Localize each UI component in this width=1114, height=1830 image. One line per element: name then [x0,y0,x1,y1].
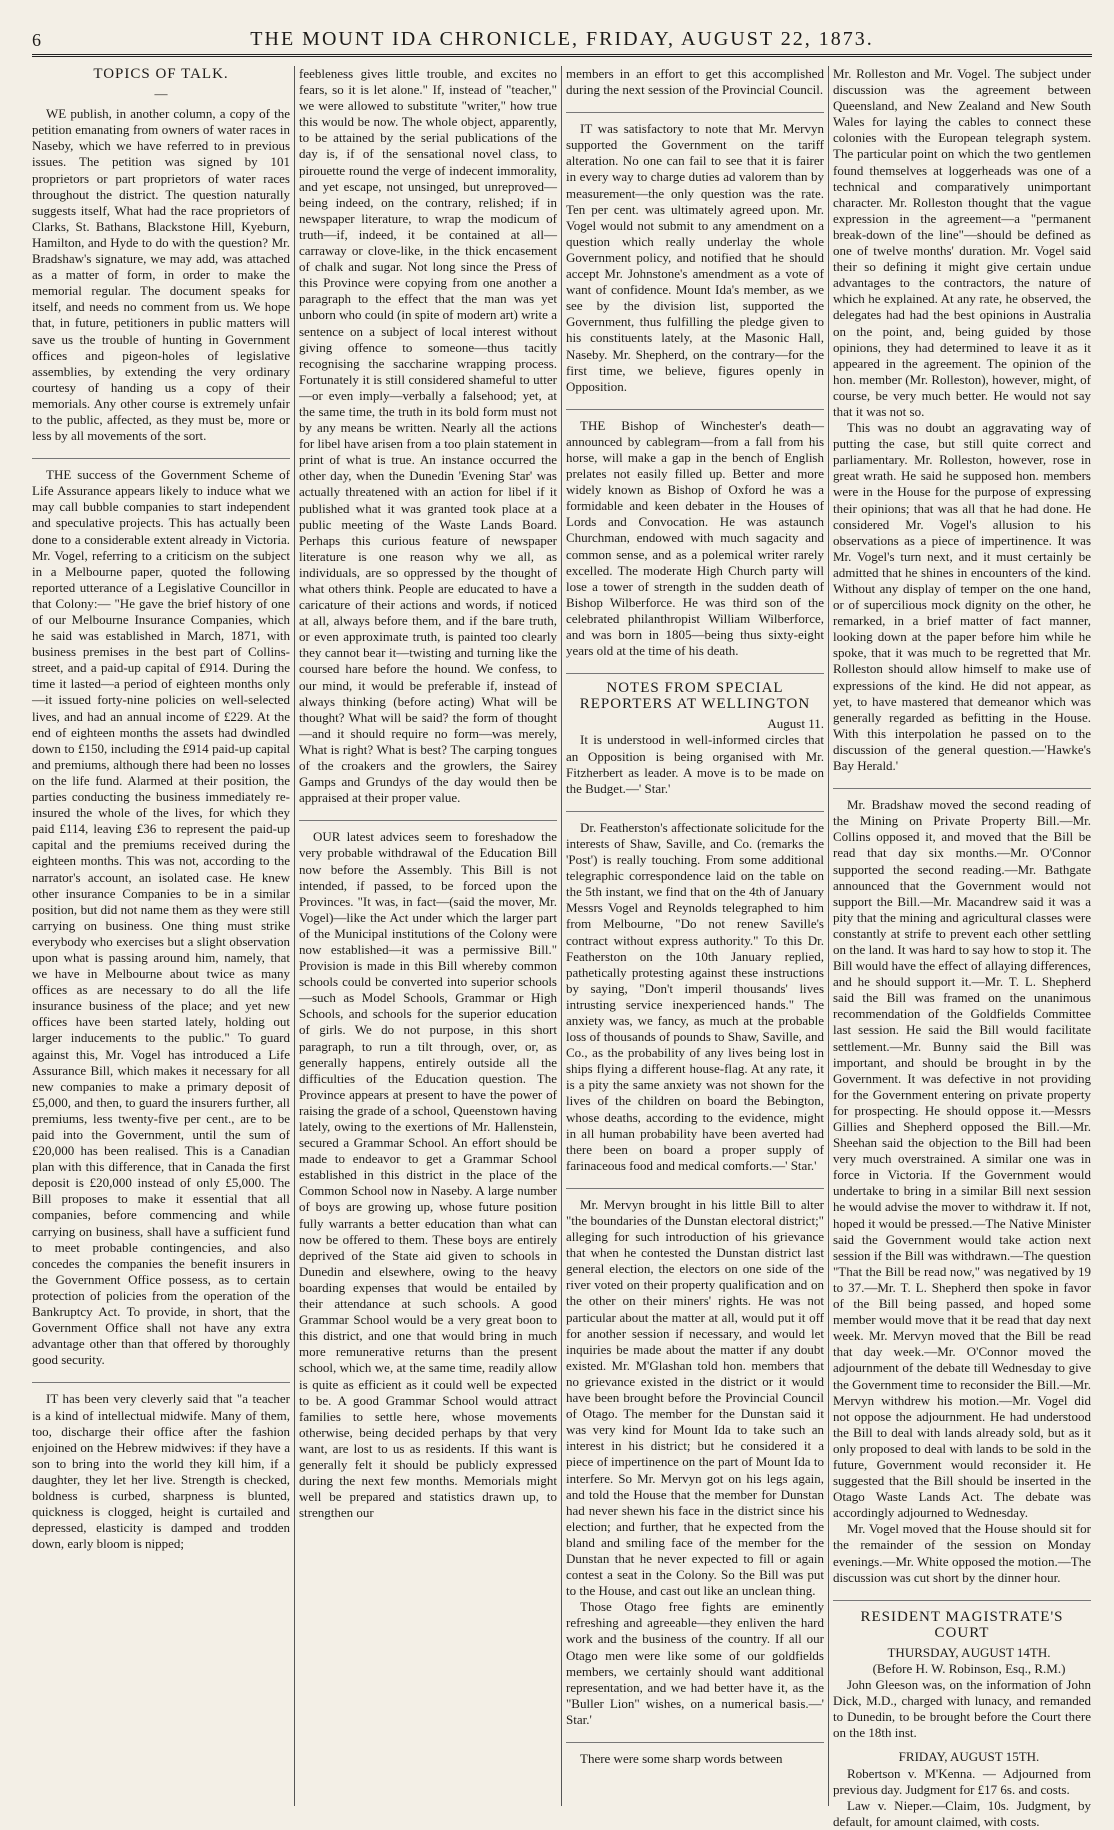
court-date-thursday: THURSDAY, AUGUST 14TH. [887,1644,1051,1660]
column-rule [561,66,562,1806]
paragraph-teacher: IT has been very cleverly said that "a teacher is a kind of intellectual midwife. Many of them, too, discharge their office after the fashion enjoined on the Hebrew midwives: if they have a son to bring into the world they kill him, if a daughter, they let her live. Strength is checked, boldness is curbed, sharpness is blunted, quickness is clogged, height is curtailed and depressed, elasticity is damped and trodden down, early bloom is nipped; [32,1382,290,1552]
section-wellington [566,673,824,797]
paragraph-gleeson: John Gleeson was, on the information of John Dick, M.D., charged with lunacy, and remanded to Dunedin, to be brought before the Court there on the 18th inst. [833,1677,1091,1741]
section-heading-wellington: NOTES FROM SPECIAL REPORTERS AT WELLINGTON [579,680,811,713]
column-rule [294,66,295,1806]
article-columns [32,66,1092,1829]
column-4 [833,66,1091,1829]
paragraph-mervyn-bill: Mr. Mervyn brought in his little Bill to alter "the boundaries of the Dunstan electoral district;" alleging for such introduction of his grievance that when he contested the Dunstan district last general election, the electors on one side of the river voted on their property qualification and on the other on their miners' rights. He was not particular about the matter at all, would put it off for another session if necessary, and would let inquiries be made about the matter if any doubt existed. Mr. M'Glashan told hon. members that no grievance existed in the district or it would have been brought before the Provincial Council of Otago. The member for the Dunstan said it was very kind for Mount Ida to take such an interest in his district; but he considered it a piece of impertinence on the part of Mount Ida to interfere. So Mr. Mervyn got on his legs again, and told the House that the member for Dunstan had never shewn his face in the district since his election; and further, that he expected from the bland and smiling face of the member for the Dunstan that he never expected to fill or again contest a seat in the Colony. So the Bill was put to the House, and cast out like an unclean thing. [566,1188,824,1599]
paragraph-law-nieper: Law v. Nieper.—Claim, 10s. Judgment, by default, for amount claimed, with costs. [833,1797,1091,1829]
paragraph-mining-bill: Mr. Bradshaw moved the second reading of the Mining on Private Property Bill.—Mr. Collins opposed it, and moved that the Bill be read that day six months.—Mr. O'Connor supported the second reading.—Mr. Bathgate announced that the Government would not support the Bill.—Mr. Macandrew said it was a pity that the mining and agricultural classes were constantly at strife to prevent each other settling on the land. It was hard to say how to stop it. The Bill would have the effect of allaying differences, and he should support it.—Mr. T. L. Shepherd said the Bill was framed on the unanimous recommendation of the Goldfields Committee last session. He said the Bill would facilitate settlement.—Mr. Bunny said the Bill was important, and should be brought in by the Government. It was defective in not providing for the Government entering on private property for prospecting. He should oppose it.—Messrs Gillies and Shepherd opposed the Bill.—Mr. Sheehan said the objection to the Bill had been very much overstrained. A similar one was in force in Victoria. If the Government would undertake to bring in a similar Bill next session he would advise the mover to withdraw it. If not, hoped it would be pressed.—The Native Minister said the Government would take action next session if the Bill was withdrawn.—The question "That the Bill be read now," was negatived by 19 to 37.—Mr. T. L. Shepherd then spoke in favor of the Bill being passed, and hoped some member would move that it be read that day next week. Mr. Mervyn moved that the Bill be read that day week.—Mr. O'Connor moved the adjournment of the debate till Wednesday to give the Government time to reconsider the Bill.—Mr. Mervyn withdrew his motion.—Mr. Vogel did not oppose the adjournment. He had understood the Bill to deal with lands already sold, but as it only proposed to deal with lands to be sold in the future, Government would reconsider it. He suggested that the Bill should be inserted in the Otago Waste Lands Act. The debate was accordingly adjourned to Wednesday. [833,788,1091,1521]
paragraph-life-assurance: THE success of the Government Scheme of Life Assurance appears likely to induce what we may call bubble companies to start independent and speculative projects. This has actually been done to a considerable extent already in Victoria. Mr. Vogel, referring to a criticism on the subject in a Melbourne paper, quoted the following reported utterance of a Legislative Councillor in that Colony:— "He gave the brief history of one of our Melbourne Insurance Companies, which he said was established in March, 1871, with business premises in the best part of Collins-street, and a paid-up capital of £914. During the time it lasted—a period of eighteen months only—it issued forty-nine policies on well-selected lives, and had an annual income of £229. At the end of eighteen months the assets had dwindled down to £150, including the £914 paid-up capital and premiums, although there had been no losses on the life fund. Alarmed at their position, the parties conducting the business immediately re-insured the whole of the lives, for which they paid £114, leaving £36 to represent the paid-up capital and the premiums received during the eighteen months. This was not, according to the narrator's account, an isolated case. He knew other insurance Companies to be in a similar position, but did not name them as they were still carrying on business. One thing must strike everybody who exercises but a slight observation upon what is passing around him, namely, that we have in Melbourne about twice as many offices as are necessary to do all the life insurance business of the place; and yet new offices have been started lately, holding out larger inducements to the public." To guard against this, Mr. Vogel has introduced a Life Assurance Bill, which makes it necessary for all new companies to make a primary deposit of £5,000, and then, to guard the insurers further, all premiums, less twenty-five per cent., are to be paid into the Government, until the sum of £20,000 has been realised. This is a Canadian plan with this difference, that in Canada the first deposit is £20,000 instead of only £5,000. The Bill proposes to make it essential that all companies, before commencing and while carrying on business, shall have a sufficient fund to meet probable contingencies, and also concedes the companies the benefit insurers in the Government Office possess, as to certain protection of policies from the operation of the Bankruptcy Act. To provide, in short, that the Government Office shall not have any extra advantage other than that offered by thoroughly good security. [32,458,290,1368]
paragraph-cables: Mr. Rolleston and Mr. Vogel. The subject under discussion was the agreement between Queensland, and New Zealand and New South Wales for laying the cables to connect these colonies with the European telegraph system. The particular point on which the two gentlemen found themselves at loggerheads was one of a technical and comparatively unimportant character. Mr. Rolleston thought that the vague expression in the agreement—a "permanent break-down of the line"—should be defined as one of twelve months' duration. Mr. Vogel said their so defining it might give certain undue advantages to the contractors, the nature of which he explained. At any rate, he observed, the delegates had had the best opinions in Australia on the point, and, being guided by those opinions, they had determined to leave it as it appeared in the agreement. The opinion of the hon. member (Mr. Rolleston), however, might, of course, be very much better. He would not say that it was not so. [833,66,1091,419]
paragraph-petition: WE publish, in another column, a copy of the petition emanating from owners of water races in Naseby, which we have referred to in previous issues. The petition was signed by 101 proprietors or part proprietors of water races throughout the district. The question naturally suggests itself, What had the race proprietors of Clarks, St. Bathans, Blackstone Hill, Kyeburn, Hamilton, and Hyde to do with the question? Mr. Bradshaw's signature, we may add, was attached as a matter of form, in order to make the memorial regular. The document speaks for itself, and needs no comment from us. We hope that, in future, petitioners in public matters will save us the trouble of hunting in Government offices and pigeon-holes of legislative assemblies, by extending the very ordinary courtesy of handing us a copy of their memorials. Any other course is extremely unfair to the public, affected, as they must be, more or less by all movements of the sort. [32,106,290,444]
column-2 [299,66,557,1806]
court-date-friday: FRIDAY, AUGUST 15TH. [898,1749,1040,1765]
paragraph-rolleston: This was no doubt an aggravating way of putting the case, but still quite correct and parliamentary. Mr. Rolleston, however, rose in great wrath. He said he supposed hon. members were in the House for the purpose of expressing their opinions; that was all that he had done. He considered Mr. Vogel's allusion to his observations as a piece of impertinence. It was Mr. Vogel's turn next, and it must certainly be admitted that he shines in encounters of the kind. Without any display of temper on the one hand, or of supercilious mock dignity on the other, he remarked, in a brief matter of fact manner, looking down at the paper before him while he spoke, that it was much to be regretted that Mr. Rolleston should allow himself to make use of expressions of the kind. He did not appear, as yet, to have mastered that demeanor which was generally regarded as befitting in the House. With this interpolation he passed on to the discussion of the general question.—'Hawke's Bay Herald.' [833,420,1091,774]
paragraph-provincial-council: members in an effort to get this accomplished during the next session of the Provincial Council. [566,66,824,98]
column-3 [566,66,824,1806]
page-header [32,24,1092,57]
paragraph-opposition: It is understood in well-informed circles that an Opposition is being organised with Mr. Fitzherbert as leader. A move is to be made on the Budget.—' Star.' [566,732,824,796]
paragraph-writer: feebleness gives little trouble, and excites no fears, so it is let alone." If, instead of "teacher," we were allowed to substitute "writer," how true this would be now. The whole object, apparently, to be attained by the serial publications of the day is, if of the sensational novel class, to pirouette round the verge of indecent immorality, and yet escape, not unsinged, but unreproved—being indeed, on the contrary, relished; if in newspaper literature, to wrap the modicum of truth—if, indeed, it be contained at all—carraway or clove-like, in the thick encasement of chalk and sugar. Not long since the Press of this Province were copying from one another a paragraph to the effect that the man was yet unborn who could (in spite of modern art) write a sentence on a subject of local interest without giving offence to someone—thus tacitly recognising the saccharine wrapping process. Fortunately it is still considered shameful to utter—or even imply—verbally a falsehood; yet, at the same time, the truth in its bold form must not by any means be written. Nearly all the actions for libel have arisen from a too plain statement in print of what is true. An instance occurred the other day, when the Dunedin 'Evening Star' was actually threatened with an action for libel if it published what it was granted took place at a public meeting of the Waste Lands Board. Perhaps this curious feature of newspaper literature is one reason why we all, as individuals, are so oppressed by the thought of what others think. People are educated to have a caricature of their actions and words, if noticed at all, always before them, and if the bare truth, or even approximate truth, is painted too clearly they cannot bear it—twisting and turning like the coursed hare before the hound. We confess, to our mind, it would be preferable if, instead of always thinking (before acting) What will be thought? What will be said? the form of thought—and it should require no form—was merely, What is right? What is best? The carping tongues of the croakers and the growlers, the Sairey Gamps and Grundys of the day would then be appraised at their proper value. [299,66,557,806]
masthead: THE MOUNT IDA CHRONICLE, FRIDAY, AUGUST 22, 1873. [250,28,874,50]
court-bench: (Before H. W. Robinson, Esq., R.M.) [872,1661,1066,1676]
paragraph-free-fights: Those Otago free fights are eminently refreshing and agreeable—they enliven the hard work and the business of the country. If all our Otago men were like some of our goldfields members, we certainly should want additional representation, and we had better have it, as the "Buller Lion" wishes, on a numerical basis.—' Star.' [566,1599,824,1727]
page-number: 6 [32,30,41,50]
column-rule [828,66,829,1806]
heading-dash: — [154,86,168,102]
section-court [833,1600,1091,1830]
paragraph-sharp-words: There were some sharp words between [566,1742,824,1767]
dateline: August 11. [767,716,824,732]
paragraph-tariff: IT was satisfactory to note that Mr. Mervyn supported the Government on the tariff alteration. No one can fail to see that it is fairer in every way to charge duties ad valorem than by measurement—the only question was the rate. Ten per cent. was ultimately agreed upon. Mr. Vogel would not submit to any amendment on a question which really underlay the whole Government policy, and notified that he should accept Mr. Johnstone's amendment as a vote of want of confidence. Mount Ida's member, as we see by the division list, supported the Government, thus fulfilling the pledge given to his constituents lately, at the Masonic Hall, Naseby. Mr. Shepherd, on the contrary—for the first time, we believe, figures openly in Opposition. [566,112,824,395]
section-heading-court: RESIDENT MAGISTRATE'S COURT [860,1608,1064,1641]
section-heading-topics: TOPICS OF TALK. [93,66,229,82]
paragraph-monday-sittings: Mr. Vogel moved that the House should sit for the remainder of the session on Monday evenings.—Mr. White opposed the motion.—The discussion was cut short by the dinner hour. [833,1521,1091,1585]
paragraph-education-bill: OUR latest advices seem to foreshadow the very probable withdrawal of the Education Bill now before the Assembly. This Bill is not intended, if passed, to be forced upon the Provinces. "It was, in fact—(said the mover, Mr. Vogel)—like the Act under which the larger part of the Municipal institutions of the Colony were now established—it was a permissive Bill." Provision is made in this Bill whereby common schools could be converted into superior schools—such as Model Schools, Grammar or High Schools, and schools for the superior education of girls. We do not purpose, in this short paragraph, to run a tilt through, over, or, as generally happens, entirely outside all the difficulties of the Education question. The Province appears at present to have the power of raising the grade of a school, Queenstown having lately, owing to the exertions of Mr. Hallenstein, secured a Grammar School. An effort should be made to endeavor to get a Grammar School established in this district in the place of the Common School now in Naseby. A large number of boys are growing up, whose future position fully warrants a better education than what can now be offered to them. These boys are entirely deprived of the State aid given to schools in Dunedin and elsewhere, owing to the heavy boarding expenses that would be entailed by their attendance at such schools. A good Grammar School would be a very great boon to this district, and one that would bring in much more remunerative returns than the present school, which we, at the same time, readily allow is quite as efficient as it could well be expected to be. A good Grammar School would attract families to settle here, whose movements otherwise, being decided perhaps by that very want, are lost to us as residents. If this want is generally felt it should be publicly expressed during the next few months. Memorials might well be prepared and statistics drawn up, to strengthen our [299,820,557,1521]
column-1 [32,66,290,1806]
paragraph-bishop: THE Bishop of Winchester's death—announced by cablegram—from a fall from his horse, will make a gap in the bench of English prelates not easily filled up. Better and more widely known as Bishop of Oxford he was a formidable and keen debater in the Houses of Lords and Convocation. He was astaunch Churchman, endowed with much sagacity and common sense, and as a polemical writer rarely excelled. The moderate High Church party will lose a tower of strength in the sudden death of Bishop Wilberforce. He was third son of the celebrated philanthropist William Wilberforce, and was born in 1805—being thus sixty-eight years old at the time of his death. [566,409,824,659]
paragraph-robertson: Robertson v. M'Kenna. — Adjourned from previous day. Judgment for £17 6s. and costs. [833,1765,1091,1797]
paragraph-featherston: Dr. Featherston's affectionate solicitude for the interests of Shaw, Saville, and Co. (remarks the 'Post') is really touching. From some additional telegraphic correspondence laid on the table on the 5th instant, we find that on the 4th of January Messrs Vogel and Reynolds telegraphed to him from Melbourne, "Do not renew Saville's contract without express authority." To this Dr. Featherston on the 10th January replied, pathetically protesting against these instructions by saying, "Don't imperil thousands' lives intrusting service inexperienced hands." The anxiety was, we fancy, as much at the probable loss of thousands of pounds to Shaw, Saville, and Co., as the probability of any lives being lost in ships flying a different house-flag. At any rate, it is a pity the same anxiety was not shown for the lives of the children on board the Bebington, whose deaths, according to the evidence, might in all human probability have been averted had there been on board a proper supply of farinaceous food and medical comforts.—' Star.' [566,811,824,1174]
